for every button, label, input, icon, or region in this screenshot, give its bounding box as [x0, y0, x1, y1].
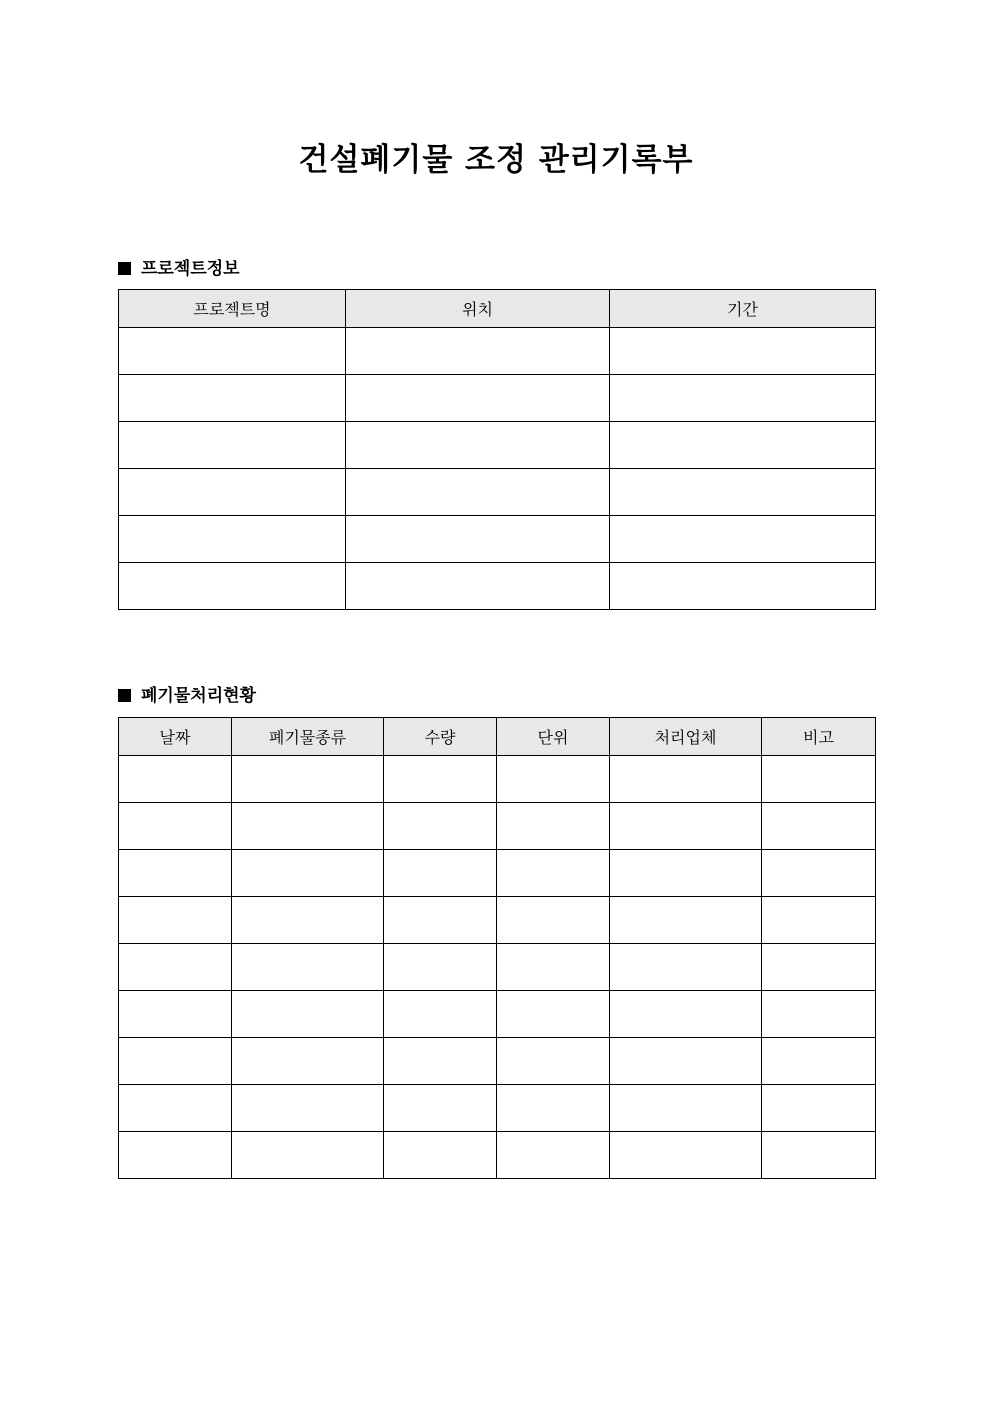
table-cell[interactable] — [119, 803, 232, 850]
waste-status-heading-text: 폐기물처리현황 — [141, 686, 256, 706]
table-row — [119, 422, 876, 469]
table-cell[interactable] — [119, 1038, 232, 1085]
table-cell[interactable] — [610, 469, 876, 516]
table-cell[interactable] — [610, 328, 876, 375]
table-cell[interactable] — [497, 1085, 610, 1132]
table-cell[interactable] — [346, 516, 610, 563]
table-cell[interactable] — [119, 375, 346, 422]
table-cell[interactable] — [762, 1038, 876, 1085]
table-cell[interactable] — [610, 803, 762, 850]
table-cell[interactable] — [232, 803, 384, 850]
table-cell[interactable] — [232, 1038, 384, 1085]
table-row — [119, 1085, 876, 1132]
waste-status-table — [118, 717, 876, 1179]
table-cell[interactable] — [497, 803, 610, 850]
table-cell[interactable] — [119, 469, 346, 516]
table-row — [119, 803, 876, 850]
header-remarks: 비고 — [762, 718, 876, 756]
header-project-name: 프로젝트명 — [119, 290, 346, 328]
table-cell[interactable] — [762, 850, 876, 897]
table-row — [119, 563, 876, 610]
table-row — [119, 516, 876, 563]
table-cell[interactable] — [119, 756, 232, 803]
table-row — [119, 991, 876, 1038]
table-row — [119, 756, 876, 803]
table-cell[interactable] — [232, 944, 384, 991]
table-cell[interactable] — [762, 897, 876, 944]
document-title: 건설폐기물 조정 관리기록부 — [298, 142, 694, 178]
table-cell[interactable] — [610, 1132, 762, 1179]
header-location: 위치 — [346, 290, 610, 328]
table-cell[interactable] — [610, 375, 876, 422]
table-row — [119, 1038, 876, 1085]
table-cell[interactable] — [346, 563, 610, 610]
header-waste-type: 폐기물종류 — [232, 718, 384, 756]
table-cell[interactable] — [610, 516, 876, 563]
square-bullet-icon — [118, 262, 131, 275]
table-cell[interactable] — [232, 1132, 384, 1179]
table-cell[interactable] — [497, 1038, 610, 1085]
table-row — [119, 469, 876, 516]
table-header-row — [119, 718, 876, 756]
table-cell[interactable] — [384, 991, 497, 1038]
table-cell[interactable] — [497, 850, 610, 897]
table-cell[interactable] — [610, 563, 876, 610]
table-cell[interactable] — [346, 469, 610, 516]
table-cell[interactable] — [762, 756, 876, 803]
header-contractor: 처리업체 — [610, 718, 762, 756]
table-cell[interactable] — [119, 328, 346, 375]
project-info-heading — [118, 254, 240, 279]
table-cell[interactable] — [610, 1085, 762, 1132]
header-period: 기간 — [610, 290, 876, 328]
square-bullet-icon — [118, 689, 131, 702]
table-cell[interactable] — [497, 991, 610, 1038]
table-cell[interactable] — [346, 375, 610, 422]
waste-status-heading — [118, 681, 256, 706]
table-header-row — [119, 290, 876, 328]
table-row — [119, 328, 876, 375]
table-cell[interactable] — [346, 328, 610, 375]
project-info-heading-text: 프로젝트정보 — [141, 259, 240, 279]
table-cell[interactable] — [384, 756, 497, 803]
table-cell[interactable] — [762, 803, 876, 850]
table-cell[interactable] — [119, 1132, 232, 1179]
table-cell[interactable] — [232, 1085, 384, 1132]
table-cell[interactable] — [232, 897, 384, 944]
table-cell[interactable] — [119, 1085, 232, 1132]
table-cell[interactable] — [762, 944, 876, 991]
table-cell[interactable] — [346, 422, 610, 469]
table-cell[interactable] — [119, 944, 232, 991]
table-cell[interactable] — [762, 1132, 876, 1179]
table-row — [119, 944, 876, 991]
table-cell[interactable] — [384, 897, 497, 944]
table-cell[interactable] — [232, 991, 384, 1038]
table-cell[interactable] — [384, 803, 497, 850]
table-row — [119, 850, 876, 897]
table-cell[interactable] — [610, 756, 762, 803]
table-row — [119, 375, 876, 422]
table-cell[interactable] — [384, 850, 497, 897]
table-cell[interactable] — [384, 944, 497, 991]
project-info-table — [118, 289, 876, 610]
table-cell[interactable] — [119, 991, 232, 1038]
table-cell[interactable] — [497, 944, 610, 991]
table-row — [119, 897, 876, 944]
table-cell[interactable] — [119, 563, 346, 610]
table-cell[interactable] — [497, 1132, 610, 1179]
table-cell[interactable] — [610, 422, 876, 469]
table-cell[interactable] — [384, 1085, 497, 1132]
table-cell[interactable] — [119, 850, 232, 897]
table-cell[interactable] — [497, 897, 610, 944]
table-cell[interactable] — [384, 1132, 497, 1179]
table-cell[interactable] — [119, 516, 346, 563]
table-cell[interactable] — [610, 944, 762, 991]
table-cell[interactable] — [119, 422, 346, 469]
table-cell[interactable] — [119, 897, 232, 944]
table-cell[interactable] — [497, 756, 610, 803]
table-cell[interactable] — [384, 1038, 497, 1085]
header-quantity: 수량 — [384, 718, 497, 756]
table-cell[interactable] — [232, 850, 384, 897]
header-date: 날짜 — [119, 718, 232, 756]
table-cell[interactable] — [762, 1085, 876, 1132]
table-cell[interactable] — [232, 756, 384, 803]
table-cell[interactable] — [610, 850, 762, 897]
table-cell[interactable] — [762, 991, 876, 1038]
table-cell[interactable] — [610, 991, 762, 1038]
table-row — [119, 1132, 876, 1179]
table-cell[interactable] — [610, 1038, 762, 1085]
header-unit: 단위 — [497, 718, 610, 756]
table-cell[interactable] — [610, 897, 762, 944]
